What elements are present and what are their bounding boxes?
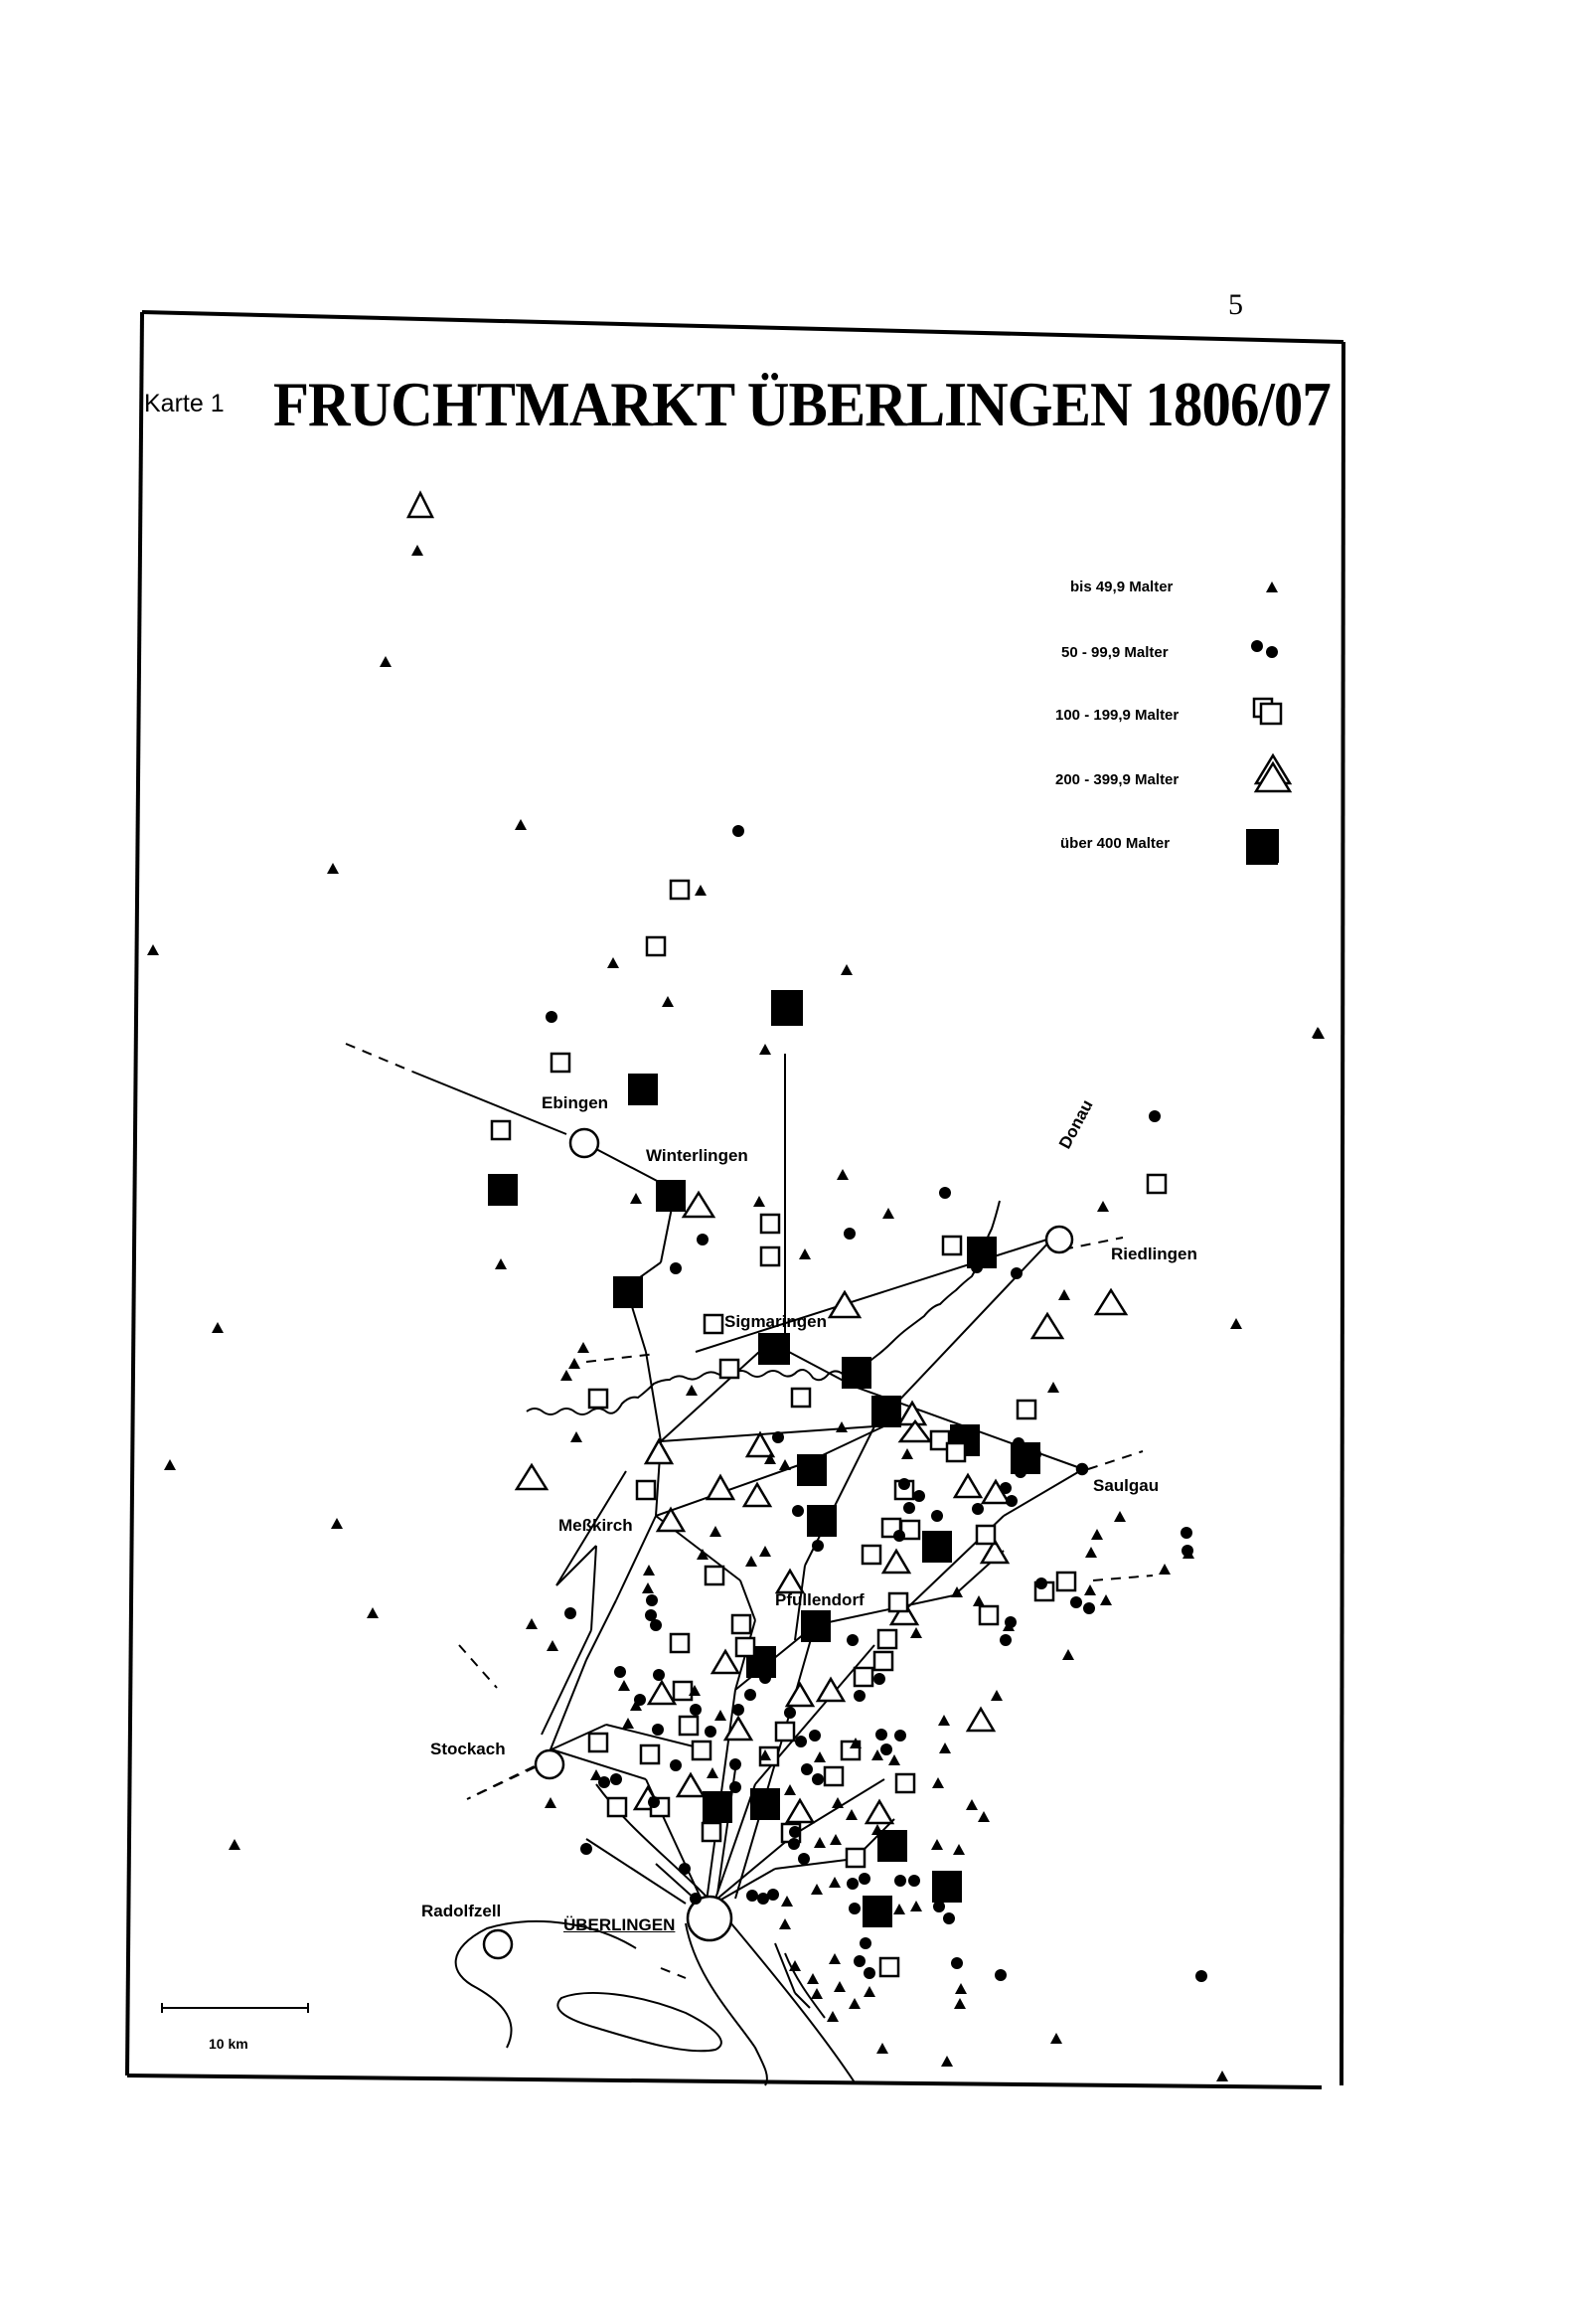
place-label-radolfzell: Radolfzell — [421, 1902, 502, 1920]
town-radolfzell — [484, 1930, 512, 1958]
scale-bar — [162, 2003, 308, 2013]
legend-label-filled-square: über 400 Malter — [1060, 835, 1171, 852]
place-label-saulgau: Saulgau — [1093, 1476, 1160, 1495]
town-stockach — [536, 1750, 563, 1778]
legend-symbol-open-square — [1261, 704, 1281, 724]
scale-label: 10 km — [209, 2036, 248, 2052]
place-label-winterlingen: Winterlingen — [646, 1146, 748, 1165]
town-riedlingen — [1046, 1227, 1072, 1252]
place-label-sigmaringen: Sigmaringen — [724, 1312, 827, 1331]
legend-label-small-triangle: bis 49,9 Malter — [1070, 579, 1174, 595]
symbols-filled-square — [488, 829, 1279, 1927]
legend-symbol-dot — [1266, 646, 1278, 658]
place-label-donau: Donau — [1055, 1096, 1097, 1152]
map-title-prefix: Karte 1 — [144, 390, 225, 417]
page-number: 5 — [1228, 288, 1243, 321]
dashed-boundaries — [346, 1044, 1153, 1978]
legend-symbol-filled-square — [1246, 829, 1278, 865]
symbols-open-triangle — [408, 493, 1290, 1823]
place-label-stockach: Stockach — [430, 1740, 506, 1758]
place-label-ebingen: Ebingen — [542, 1093, 609, 1112]
legend-label-dot: 50 - 99,9 Malter — [1061, 644, 1169, 661]
place-label-messkirch: Meßkirch — [558, 1516, 633, 1535]
legend-label-open-triangle: 200 - 399,9 Malter — [1055, 771, 1180, 788]
legend-symbols — [1246, 581, 1290, 865]
town-ebingen — [570, 1129, 598, 1157]
legend-symbol-small-triangle — [1266, 581, 1278, 592]
legend-label-open-square: 100 - 199,9 Malter — [1055, 707, 1180, 724]
place-label-pfullendorf: Pfullendorf — [775, 1590, 865, 1609]
place-label-ueberlingen: ÜBERLINGEN — [563, 1915, 676, 1934]
place-label-riedlingen: Riedlingen — [1111, 1245, 1197, 1263]
map-title: FRUCHTMARKT ÜBERLINGEN 1806/07 — [273, 369, 1331, 439]
